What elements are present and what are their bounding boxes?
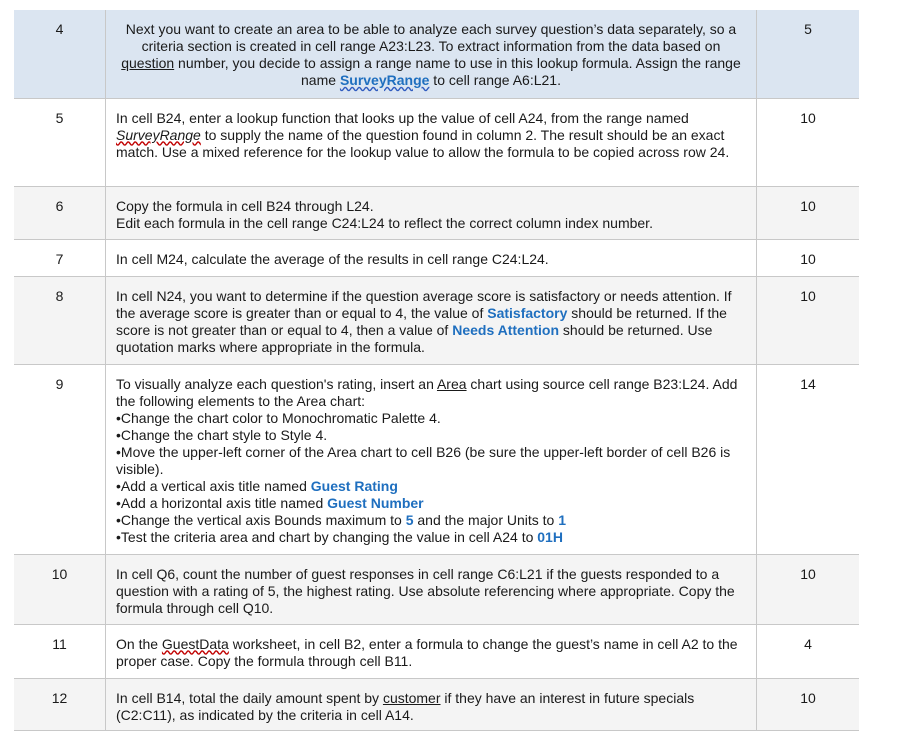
step-number: 10	[14, 554, 106, 624]
step-number: 7	[14, 239, 106, 276]
range-name: SurveyRange	[116, 126, 201, 143]
table-row	[14, 364, 859, 554]
table-row	[14, 239, 859, 276]
step-description: In cell B24, enter a lookup function that looks up the value of cell A24, from the range named SurveyRange to supply the name of the question found in column 2. The result should be an exact match. Use a mixed reference for the lookup value to allow the formula to be copied across row 24.	[106, 98, 757, 186]
step-points: 10	[757, 239, 860, 276]
step-points: 10	[757, 98, 860, 186]
table-row	[14, 10, 859, 98]
table-row	[14, 678, 859, 730]
step-description: In cell B14, total the daily amount spent by customer if they have an interest in future specials (C2:C11), as indicated by the criteria in cell A14.	[106, 678, 757, 730]
value-needs-attention: Needs Attention	[452, 321, 560, 338]
bullet-item: •Test the criteria area and chart by changing the value in cell A24 to 01H	[116, 528, 563, 545]
bullet-item: •Add a horizontal axis title named Guest Number	[116, 494, 424, 511]
step-number: 5	[14, 98, 106, 186]
area-link[interactable]: Area	[436, 375, 467, 392]
bullet-item: •Change the chart color to Monochromatic Palette 4.	[116, 409, 441, 426]
step-description: In cell Q6, count the number of guest responses in cell range C6:L21 if the guests responded to a question with a rating of 5, the highest rating. Use absolute referencing where appropriate. Copy the formula through cell Q10.	[106, 554, 757, 624]
step-description: In cell M24, calculate the average of the results in cell range C24:L24.	[106, 239, 757, 276]
question-link[interactable]: question	[121, 55, 175, 71]
step-description: On the GuestData worksheet, in cell B2, enter a formula to change the guest’s name in cell A2 to the proper case. Copy the formula through cell B11.	[106, 624, 757, 678]
step-number: 12	[14, 678, 106, 730]
steps-table	[14, 10, 859, 731]
bullet-item: •Move the upper-left corner of the Area chart to cell B26 (be sure the upper-left border of cell B26 is visible).	[116, 443, 731, 477]
step-description: Next you want to create an area to be able to analyze each survey question’s data separately, so a criteria section is created in cell range A23:L23. To extract information from the data based on question number, you decide to assign a range name to use in this lookup formula. Assign the range name SurveyRange to cell range A6:L21.	[106, 10, 757, 98]
step-points: 10	[757, 678, 860, 730]
table-row	[14, 624, 859, 678]
step-description: In cell N24, you want to determine if the question average score is satisfactory or needs attention. If the average score is greater than or equal to 4, the value of Satisfactory should be returned. If the score is not greater than or equal to 4, then a value of Needs Attention should be returned. Use quotation marks where appropriate in the formula.	[106, 276, 757, 364]
step-number: 6	[14, 186, 106, 239]
step-points: 5	[757, 10, 860, 98]
step-points: 4	[757, 624, 860, 678]
step-description: To visually analyze each question's rating, insert an Area chart using source cell range B23:L24. Add the following elements to the Area chart: •Change the chart color to Monochromatic Palette 4. •Change the chart style to Style 4. •Move the upper-left corner of the Area chart to cell B26 (be sure the upper-left border of cell B26 is visible). •Add a vertical axis title named Guest Rating •Add a horizontal axis title named Guest Number •Change the vertical axis Bounds maximum to 5 and the major Units to 1 •Test the criteria area and chart by changing the value in cell A24 to 01H	[106, 364, 757, 554]
table-row	[14, 276, 859, 364]
step-description: Copy the formula in cell B24 through L24. Edit each formula in the cell range C24:L24 to reflect the correct column index number.	[106, 186, 757, 239]
step-number: 11	[14, 624, 106, 678]
step-number: 4	[14, 10, 106, 98]
sheet-name: GuestData	[161, 635, 229, 652]
table-row	[14, 98, 859, 186]
table-row	[14, 186, 859, 239]
range-name: SurveyRange	[339, 72, 430, 88]
step-number: 9	[14, 364, 106, 554]
bullet-item: •Change the vertical axis Bounds maximum to 5 and the major Units to 1	[116, 511, 567, 528]
step-points: 10	[757, 276, 860, 364]
bullet-item: •Change the chart style to Style 4.	[116, 426, 328, 443]
step-points: 10	[757, 186, 860, 239]
customer-link[interactable]: customer	[382, 689, 441, 706]
step-points: 14	[757, 364, 860, 554]
step-number: 8	[14, 276, 106, 364]
bullet-item: •Add a vertical axis title named Guest Rating	[116, 477, 398, 494]
step-points: 10	[757, 554, 860, 624]
value-satisfactory: Satisfactory	[487, 304, 568, 321]
table-row	[14, 554, 859, 624]
